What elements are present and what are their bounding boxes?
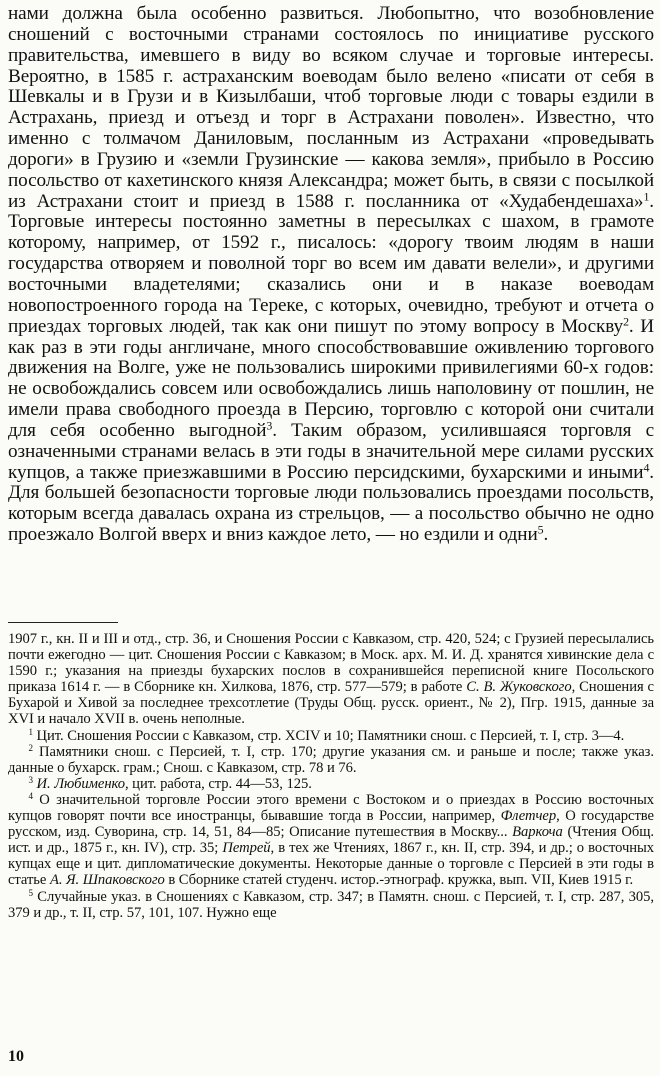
text-run: нами должна была особенно развиться. Любопытно, что возобновление сношений с восточными странами состоялось по инициативе русского правительства, имевшего в виду во всяком случае и торговые интересы. Вероятно, в 1585 г. астраханским воеводам было велено «писати от себя в Шевкалы и в Грузи и в Кизылбаши, чтоб торговые люди с товары ездили в Астрахань, приезд и отъезд и торг в Астрахани поволен». Известно, что именно с толмачом Даниловым, посланным из Астрахани «проведывать дороги» в Грузию и «земли Грузинские — какова земля», прибыло в Россию посольство от кахетинского князя Александра; может быть, в связи с посылкой из Астрахани стоит и приезд в 1588 г. посланника от «Худабендешаха»: [8, 3, 654, 212]
text-run: . И как раз в эти годы англичане, много способствовавшие оживлению торгового движения на Волге, уже не пользовались широкими привилегиями 60-х годов: не освобождались совсем или освобождались лишь наполовину от пошлин, не имели права свободного проезда в Персию, торговлю с которой они считали для себя особенно выгодной: [8, 315, 654, 441]
footnote-3: [8, 776, 654, 792]
footnote-text: (Чтения Общ. ист. и др., 1875 г., кн. IV), стр. 35;: [8, 824, 654, 857]
main-text: [8, 4, 654, 546]
author-name: С. В. Жуковского: [466, 679, 572, 696]
author-name: Петрей: [222, 840, 271, 857]
footnote-mark: 2: [28, 742, 33, 753]
footnote-text: , Сношения с Бухарой и Хивой за последнее трехсотлетие (Труды Общ. русск. ориент., № 2), Пгр. 1915, данные за XVI и начало XVII в. очень неполные.: [8, 679, 654, 728]
footnote-1: [8, 728, 654, 744]
footnote-mark: 4: [28, 790, 33, 801]
text-run: . Торговые интересы постоянно заметны в пересылках с шахом, в грамоте которому, например, от 1592 г., писалось: «дорогу твоим людям в наши государства отворяем и поволной торг во всем им давати велели», и другими восточными владетелями; сказались они и в наказе воеводам новопостроенного города на Тереке, с которых, очевидно, требуют и отчета о приездах торговых людей, так как они пишут по этому вопросу в Москву: [8, 190, 654, 337]
footnote-ref-3: 3: [266, 418, 273, 433]
text-run: . Таким образом, усилившаяся торговля с означенными странами велась в эти годы в значительной мере силами русских купцов, а также приезжавшими в Россию персидскими, бухарскими и иными: [8, 419, 654, 483]
page-number: 10: [8, 1048, 24, 1065]
footnote-text: Памятники снош. с Персией, т. I, стр. 170; другие указания см. и раньше и после; также указ. данные о бухарск. грам.; Снош. с Кавказом, стр. 78 и 76.: [8, 743, 654, 776]
footnote-divider: [8, 622, 118, 623]
footnote-mark: 3: [28, 774, 33, 785]
footnote-text: 1907 г., кн. II и III и отд., стр. 36, и Сношения России с Кавказом, стр. 420, 524; с Грузией пересылались почти ежегодно — цит. Сношения России с Кавказом; в Моск. арх. М. И. Д. хранятся хивинские дела с 1590 г.; указания на приезды бухарских послов в сохранившейся переписной книге Посольского приказа 1614 г. — в Сборнике кн. Хилкова, 1876, стр. 577—579; в работе: [8, 631, 654, 696]
footnote-mark: 5: [28, 887, 33, 898]
footnote-continuation: [8, 631, 654, 728]
author-name: А. Я. Шпаковского: [49, 872, 165, 889]
footnote-ref-2: 2: [623, 314, 629, 329]
footnote-text: О значительной торговле России этого времени с Востоком и о приездах в Россию восточных купцов говорят почти все иностранцы, бывавшие тогда в России, например,: [8, 791, 654, 825]
text-run: . Для большей безопасности торговые люди пользовались проездами посольств, которым всегда давалась охрана из стрельцов, — а посольство обычно не одно проезжало Волгой вверх и вниз каждое лето, — но ездили и одни: [8, 461, 654, 546]
footnote-mark: 1: [28, 726, 33, 737]
author-name: Варкоча: [512, 824, 563, 841]
footnote-ref-1: 1: [643, 189, 650, 204]
footnote-ref-5: 5: [537, 522, 544, 537]
footnote-text: в Сборнике статей студенч. истор.-этнограф. кружка, вып. VII, Киев 1915 г.: [164, 872, 634, 889]
footnote-text: , в тех же Чтениях, 1867 г., кн. II, стр. 394, и др.; о восточных купцах еще и цит. дипломатические документы. Некоторые данные о торговле с Персией в эти годы в статье: [8, 840, 654, 889]
footnote-5: [8, 889, 654, 921]
footnote-text: , цит. работа, стр. 44—53, 125.: [124, 775, 312, 792]
author-name: И. Любименко: [36, 775, 125, 792]
footnote-text: , О государстве русском, изд. Суворина, стр. 14, 51, 84—85; Описание путешествия в Москву...: [8, 808, 654, 841]
footnotes: [8, 631, 654, 921]
footnote-4: [8, 792, 654, 889]
footnote-text: Случайные указ. в Сношениях с Кавказом, стр. 347; в Памятн. снош. с Персией, т. I, стр. 287, 305, 379 и др., т. II, стр. 57, 101, 107. Нужно еще: [8, 888, 654, 921]
footnote-text: Цит. Сношения России с Кавказом, стр. XCIV и 10; Памятники снош. с Персией, т. I, стр. 3—4.: [32, 727, 625, 744]
main-paragraph: [8, 4, 654, 546]
author-name: Флетчер: [500, 808, 557, 825]
text-run: .: [543, 524, 549, 546]
footnote-2: [8, 744, 654, 776]
footnote-ref-4: 4: [643, 460, 650, 475]
